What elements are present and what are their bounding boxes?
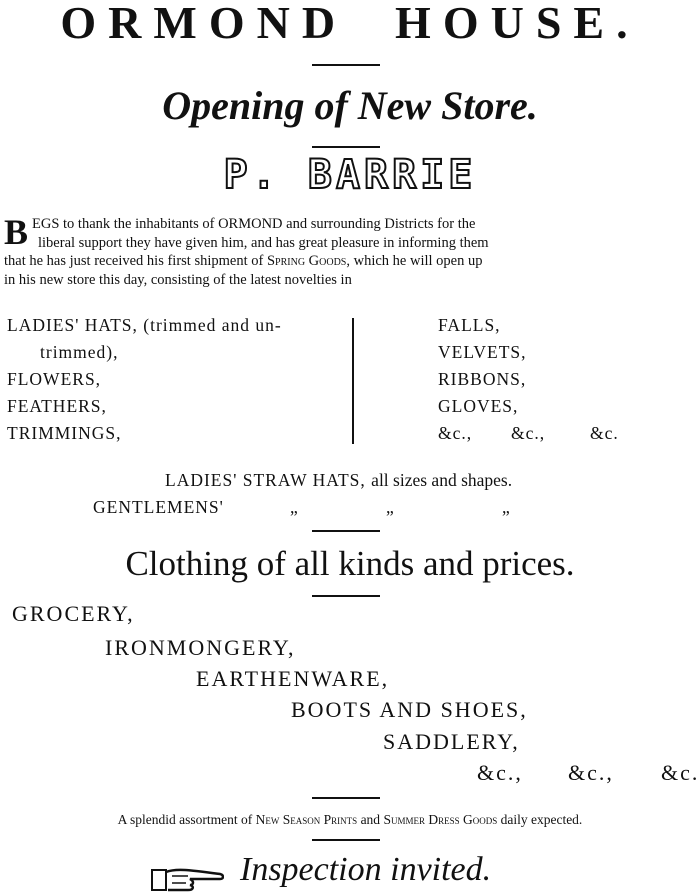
divider — [312, 64, 380, 66]
left-list — [7, 312, 282, 447]
title-left: ORMOND — [60, 0, 348, 48]
column-divider — [352, 318, 354, 444]
list-item: LADIES' HATS, (trimmed and un- — [7, 315, 282, 335]
intro-line: in his new store this day, consisting of the latest novelties in — [4, 271, 352, 288]
list-item: GLOVES, — [438, 396, 519, 416]
category-item: EARTHENWARE, — [196, 666, 390, 691]
list-item: FEATHERS, — [7, 396, 107, 416]
category-item: BOOTS AND SHOES, — [291, 697, 528, 722]
intro-line: EGS to thank the inhabitants of ORMOND and surrounding Districts for the — [32, 216, 476, 232]
ditto-mark: „ — [386, 497, 395, 517]
divider — [312, 530, 380, 532]
gentlemens-label: GENTLEMENS' — [93, 497, 224, 517]
pointing-hand-icon — [150, 864, 224, 894]
clothing-heading: Clothing of all kinds and prices. — [125, 544, 575, 583]
etc: &c., — [438, 423, 473, 443]
divider — [312, 797, 380, 799]
category-item: SADDLERY, — [383, 729, 520, 754]
inspection-invited: Inspection invited. — [240, 851, 492, 888]
list-item: FALLS, — [438, 315, 501, 335]
category-item: IRONMONGERY, — [105, 635, 296, 660]
list-item: trimmed), — [40, 342, 119, 362]
divider — [312, 595, 380, 597]
etc: &c., — [568, 760, 614, 785]
page-title — [0, 0, 700, 49]
straw-hats-line: LADIES' STRAW HATS, all sizes and shapes. — [165, 470, 513, 490]
etc: &c., — [511, 423, 546, 443]
divider — [312, 839, 380, 841]
etc: &c. — [590, 423, 619, 443]
list-item: FLOWERS, — [7, 369, 102, 389]
list-item: VELVETS, — [438, 342, 527, 362]
title-right: HOUSE. — [395, 0, 640, 48]
etc: &c. — [661, 760, 700, 785]
ditto-mark: „ — [290, 497, 299, 517]
drop-cap: B — [4, 212, 29, 252]
intro-paragraph — [4, 212, 694, 289]
intro-line: that he has just received his first shipment of Spring Goods, which he will open up — [4, 253, 483, 269]
divider — [312, 146, 380, 148]
category-item: GROCERY, — [12, 601, 135, 626]
etc: &c., — [477, 760, 523, 785]
proprietor-name: P. BARRIE — [223, 152, 477, 198]
list-item: RIBBONS, — [438, 369, 527, 389]
list-item: TRIMMINGS, — [7, 423, 122, 443]
ditto-mark: „ — [502, 497, 511, 517]
subtitle: Opening of New Store. — [162, 83, 538, 128]
right-list — [438, 312, 527, 420]
intro-line: liberal support they have given him, and has great pleasure in informing them — [38, 234, 489, 251]
footer-notice: A splendid assortment of New Season Prints and Summer Dress Goods daily expected. — [117, 812, 583, 827]
